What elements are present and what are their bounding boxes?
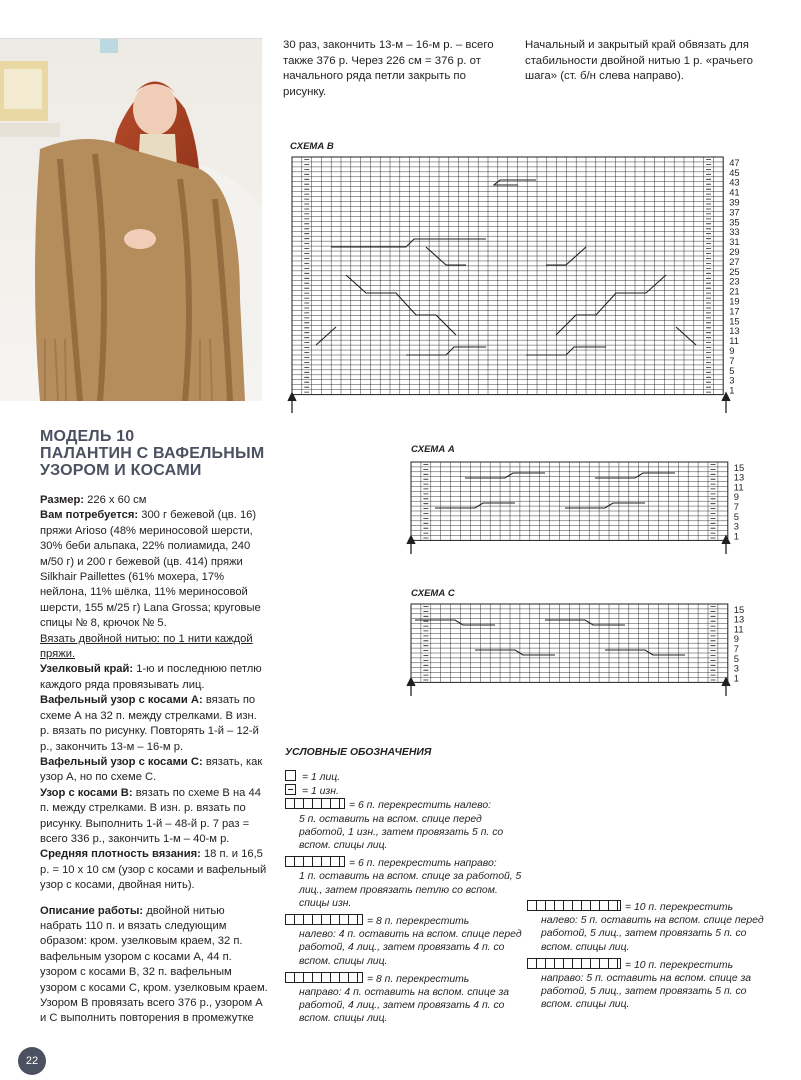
cross6-right-symbol <box>285 856 345 867</box>
chart-b-row-label: 25 <box>729 265 740 277</box>
model-title-line2: ПАЛАНТИН С ВАФЕЛЬНЫМ УЗОРОМ И КОСАМИ <box>40 445 265 479</box>
chart-b-row-label: 27 <box>729 255 740 267</box>
chart-b-row-label: 43 <box>729 176 740 188</box>
chart-b-row-label: 39 <box>729 196 740 208</box>
cross8-right-symbol <box>285 972 363 983</box>
purl-symbol <box>285 784 296 795</box>
chart-c-row-label: 9 <box>733 633 740 645</box>
model-title-line1: МОДЕЛЬ 10 <box>40 428 135 445</box>
legend-cross10-right: = 10 п. перекрестить <box>527 958 777 972</box>
model-title <box>40 428 280 479</box>
chart-c-row-label: 3 <box>733 662 740 674</box>
chart-b-row-label: 29 <box>729 246 740 258</box>
chart-b-row-label: 11 <box>729 335 739 347</box>
chart-b-row-label: 5 <box>729 364 735 376</box>
chart-a-row-label: 7 <box>733 501 740 513</box>
chart-b-row-label: 33 <box>729 226 740 238</box>
legend-cross6-left: = 6 п. перекрестить налево: <box>285 798 525 812</box>
cross8-left-symbol <box>285 914 363 925</box>
chart-c-row-label: 7 <box>733 643 740 655</box>
chart-c-row-label: 11 <box>733 623 744 635</box>
chart-b-row-label: 17 <box>729 305 740 317</box>
chart-c <box>405 600 765 698</box>
chart-a-row-label: 13 <box>733 471 745 483</box>
chart-a-row-label: 9 <box>733 491 740 503</box>
cross10-right-symbol <box>527 958 621 969</box>
chart-a-row-label: 15 <box>733 461 745 473</box>
chart-b-label: СХЕМА В <box>290 141 334 152</box>
edge-finish-paragraph: Начальный и закрытый край обвязать для стабильности двойной нитью 1 р. «рачьего шага» (ст. б/н слева направо). <box>525 39 753 83</box>
chart-a-row-label: 5 <box>733 510 740 522</box>
waffle-a-paragraph: Вафельный узор с косами А: вязать по схеме А на 32 п. между стрелками. В изн. р. вязать по рисунку. Повторять 1-й – 12-й р., закончить 13-м – 16-м р. <box>40 694 259 753</box>
chart-b <box>286 155 766 425</box>
chart-b-row-label: 3 <box>729 374 735 386</box>
chart-c-label: СХЕМА С <box>411 588 455 599</box>
knit-symbol <box>285 770 296 781</box>
chart-c-row-label: 13 <box>733 613 745 625</box>
continuation-text <box>283 38 507 100</box>
chart-c-row-label: 5 <box>733 652 740 664</box>
continuation-paragraph: 30 раз, закончить 13-м – 16-м р. – всего также 376 р. Через 226 см = 376 р. от начального ряда петли закрыть по рисунку. <box>283 39 494 98</box>
chart-b-row-label: 35 <box>729 216 740 228</box>
legend <box>285 746 785 759</box>
chart-c-row-label: 15 <box>733 603 745 615</box>
chart-b-row-label: 47 <box>729 156 740 168</box>
work-description-paragraph: Описание работы: двойной нитью набрать 110 п. и вязать следующим образом: кром. узелковым краем, 32 п. вафельным узором с косами А, 44 п. узором с косами В, 32 п. вафельным узором с косами С, кром. узелковым краем. Узором В провязать всего 376 р., узором А и С выполнить повторения в промежутке <box>40 904 268 1025</box>
model-photo <box>0 38 262 401</box>
chart-b-row-label: 21 <box>729 285 740 297</box>
chart-b-row-label: 9 <box>729 345 735 357</box>
chart-b-row-label: 13 <box>729 325 740 337</box>
legend-cross10-left: = 10 п. перекрестить <box>527 900 777 914</box>
legend-cross6-right-body: 1 п. оставить на вспом. спице за работой, 5 лиц., затем провязать петлю со вспом. спицы изн. <box>299 871 522 909</box>
chart-c-row-label: 1 <box>733 672 740 684</box>
waffle-c-paragraph: Вафельный узор с косами С: вязать, как узор А, но по схеме С. <box>40 755 263 784</box>
legend-title: УСЛОВНЫЕ ОБОЗНАЧЕНИЯ <box>285 747 432 758</box>
chart-b-row-label: 37 <box>729 206 740 218</box>
chart-b-right-arrow <box>722 393 730 413</box>
legend-right-column <box>527 900 777 1012</box>
legend-cross8-left: = 8 п. перекрестить <box>285 914 525 928</box>
legend-cross6-left-body: 5 п. оставить на вспом. спице перед работой, 1 изн., затем провязать 5 п. со вспом. спицы лиц. <box>299 813 504 852</box>
legend-cross8-left-body: налево: 4 п. оставить на вспом. спице перед работой, 4 лиц., затем провязать 4 п. со вспом. спицы лиц. <box>299 929 522 967</box>
chart-b-left-arrow <box>288 393 296 413</box>
cables-b-paragraph: Узор с косами В: вязать по схеме В на 44 п. между стрелками. В изн. р. вязать по рисунку. Выполнить 1-й – 48-й р. 7 раз = всего 336 р., закончить 1-м – 40-м р. <box>40 786 261 845</box>
chart-a-row-label: 11 <box>733 481 744 493</box>
size-paragraph: Размер: 226 x 60 см <box>40 494 147 506</box>
chart-b-row-label: 19 <box>729 295 740 307</box>
chart-b-row-label: 1 <box>729 384 735 396</box>
chart-b-row-label: 15 <box>729 315 740 327</box>
edge-finish-text <box>525 38 755 85</box>
legend-cross6-right: = 6 п. перекрестить направо: <box>285 856 525 870</box>
page-number: 22 <box>18 1047 46 1075</box>
legend-purl: = 1 изн. <box>285 784 525 798</box>
edge-paragraph: Узелковый край: 1-ю и последнюю петлю каждого ряда провязывать лиц. <box>40 663 262 691</box>
legend-left-column <box>285 770 525 1026</box>
legend-cross10-left-body: налево: 5 п. оставить на вспом. спице перед работой, 5 лиц., затем провязать 5 п. со вспом. спицы лиц. <box>541 915 764 953</box>
legend-knit: = 1 лиц. <box>285 770 525 784</box>
chart-b-row-label: 7 <box>729 354 735 366</box>
cross10-left-symbol <box>527 900 621 911</box>
cross6-left-symbol <box>285 798 345 809</box>
legend-cross8-right: = 8 п. перекрестить <box>285 972 525 986</box>
photo-illustration <box>0 39 262 401</box>
density-paragraph: Средняя плотность вязания: 18 п. и 16,5 р. = 10 х 10 см (узор с косами и вафельный узор с косами, двойная нить). <box>40 848 267 892</box>
instructions-column <box>40 493 268 1027</box>
materials-paragraph: Вам потребуется: 300 г бежевой (цв. 16) пряжи Arioso (48% мериносовой шерсти, 30% беби альпака, 22% полиамида, 240 м/50 г) и 200 г бежевой (цв. 414) пряжи Silkhair Paillettes (61% мохера, 17% нейлона, 11% шёлка, 11% мериносовой шерсти, 155 м/25 г) Lana Grossa; круговые спицы № 8, крючок № 5. <box>40 509 261 630</box>
double-thread-note: Вязать двойной нитью: по 1 нити каждой пряжи. <box>40 632 253 661</box>
legend-cross10-right-body: направо: 5 п. оставить на вспом. спице за работой, 5 лиц., затем провязать 5 п. со вспом. спицы лиц. <box>541 973 752 1011</box>
chart-a <box>405 458 765 556</box>
chart-b-row-label: 31 <box>729 236 740 248</box>
chart-a-row-label: 1 <box>733 530 740 542</box>
chart-b-row-label: 23 <box>729 275 740 287</box>
legend-cross8-right-body: направо: 4 п. оставить на вспом. спице за работой, 4 лиц., затем провязать 4 п. со вспом. спицы лиц. <box>299 987 510 1025</box>
chart-a-label: СХЕМА А <box>411 444 455 455</box>
chart-b-row-label: 41 <box>729 186 740 198</box>
chart-a-row-label: 3 <box>733 520 740 532</box>
chart-b-row-label: 45 <box>729 166 740 178</box>
